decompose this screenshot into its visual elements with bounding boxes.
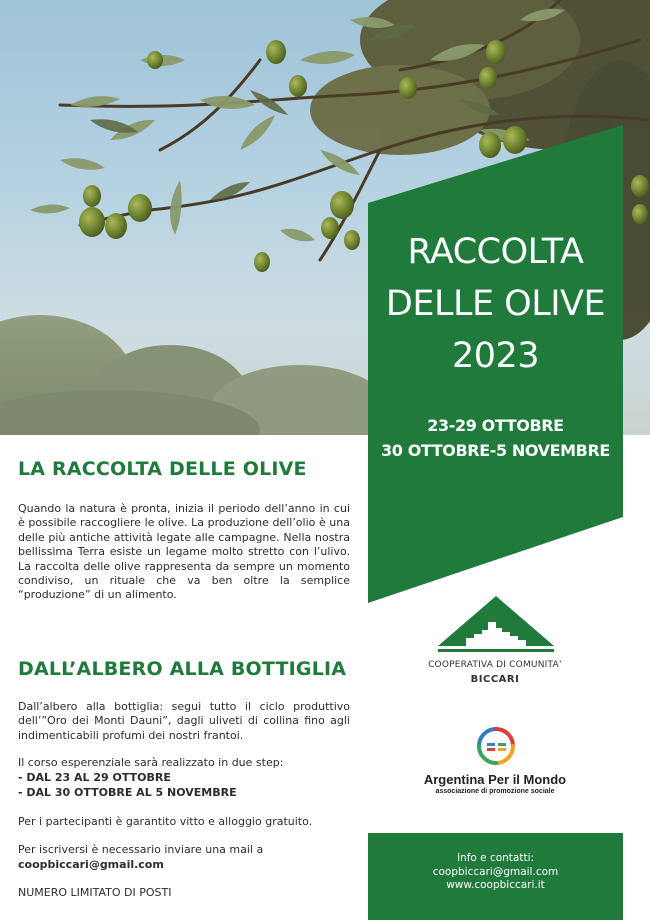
contact-label: Info e contatti: (456, 852, 535, 864)
board-guarantee: Per i partecipanti è garantito vitto e alloggio gratuito. (18, 815, 313, 828)
contact-email-link[interactable]: coopbiccari@gmail.com (432, 865, 559, 878)
dates-line-2: 30 OTTOBRE-5 NOVEMBRE (381, 441, 610, 460)
course-step-2: - DAL 30 OTTOBRE AL 5 NOVEMBRE (18, 786, 237, 799)
argentina-per-il-mondo-subtitle: associazione di promozione sociale (435, 788, 555, 795)
title-line-2: DELLE OLIVE (385, 284, 606, 324)
section-heading-raccolta: LA RACCOLTA DELLE OLIVE (18, 458, 307, 480)
argentina-per-il-mondo-name: Argentina Per il Mondo (423, 772, 567, 787)
signup-text: Per iscriversi è necessario inviare una mail a (18, 843, 264, 856)
signup-email-link[interactable]: coopbiccari@gmail.com (18, 858, 164, 871)
course-step-1: - DAL 23 AL 29 OTTOBRE (18, 771, 171, 784)
section-heading-bottiglia: DALL’ALBERO ALLA BOTTIGLIA (18, 658, 347, 680)
argentina-per-il-mondo-logo-icon (473, 726, 519, 766)
course-intro: Il corso esperenziale sarà realizzato in due step: (18, 756, 284, 769)
contact-box (368, 833, 623, 920)
contact-website-link[interactable]: www.coopbiccari.it (446, 879, 545, 891)
title-year: 2023 (451, 336, 540, 376)
cooperative-town: BICCARI (470, 674, 520, 685)
event-dates (368, 413, 623, 463)
limited-seats-notice: NUMERO LIMITATO DI POSTI (18, 886, 172, 899)
cooperative-logo-icon (436, 594, 556, 656)
dates-line-1: 23-29 OTTOBRE (427, 416, 564, 435)
event-title (368, 226, 623, 382)
cooperative-name: COOPERATIVA DI COMUNITA’ (428, 660, 562, 670)
title-line-1: RACCOLTA (407, 232, 584, 272)
section-body-raccolta: Quando la natura è pronta, inizia il periodo dell’anno in cui è possibile raccogliere le olive. La produzione dell’olio è una delle più antiche attività legate alle campagne. Nella nostra bellissima Terra esiste un legame molto stretto con l’ulivo. La raccolta delle olive rappresenta da sempre un momento condiviso, un rituale che va ben oltre la semplice “produzione” di un alimento. (18, 502, 350, 602)
section-body-bottiglia: Dall’albero alla bottiglia: segui tutto il ciclo produttivo dell’”Oro dei Monti Dauni”, dagli uliveti di collina fino agli indimenticabili profumi dei nostri frantoi. (18, 700, 350, 742)
